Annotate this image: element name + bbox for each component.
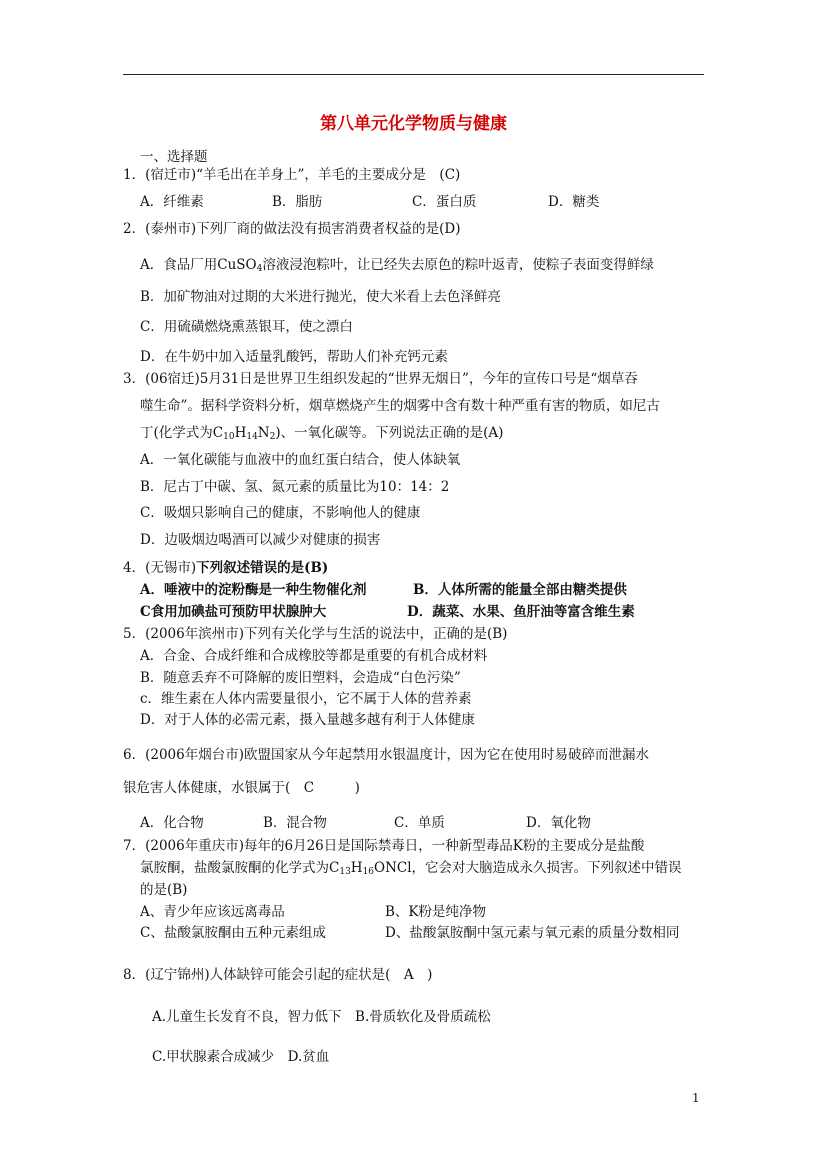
question-7-line-3: 的是(B) <box>140 882 188 898</box>
question-4-stem: 4．(无锡市)下列叙述错误的是(B) <box>123 560 329 576</box>
question-5-option-d: D．对于人体的必需元素，摄入量越多越有利于人体健康 <box>140 712 475 728</box>
question-3-option-a: A．一氧化碳能与血液中的血红蛋白结合，使人体缺氧 <box>140 452 461 468</box>
question-6-line-1: 6．(2006年烟台市)欧盟国家从今年起禁用水银温度计，因为它在使用时易破碎而泄漏水 <box>123 747 649 763</box>
question-7-line-2: 氯胺酮，盐酸氯胺酮的化学式为$C_{13}H_{16}ONCl$，它会对大脑造成永久损害。下列叙述中错误 <box>140 860 682 877</box>
question-6-option-a: A．化合物 <box>140 815 204 831</box>
page-number: 1 <box>692 1091 700 1105</box>
question-2-option-b: B．加矿物油对过期的大米进行抛光，使大米看上去色泽鲜亮 <box>140 289 501 305</box>
question-3-option-b: B．尼古丁中碳、氢、氮元素的质量比为10：14：2 <box>140 479 450 495</box>
question-5-option-c: c．维生素在人体内需要量很小，它不属于人体的营养素 <box>140 691 472 707</box>
question-1-option-d: D．糖类 <box>548 194 600 210</box>
question-8-stem: 8．(辽宁锦州)人体缺锌可能会引起的症状是( A ) <box>123 967 433 983</box>
header-rule <box>123 74 704 75</box>
question-6-line-2: 银危害人体健康，水银属于( C ) <box>123 780 360 796</box>
question-6-option-d: D．氧化物 <box>526 815 591 831</box>
question-7-option-b: B、K粉是纯净物 <box>385 904 487 920</box>
question-8-options-ab: A.儿童生长发育不良，智力低下 B.骨质软化及骨质疏松 <box>152 1009 491 1025</box>
question-1-option-c: C．蛋白质 <box>412 194 477 210</box>
question-3-option-c: C．吸烟只影响自己的健康，不影响他人的健康 <box>140 505 421 521</box>
question-8-options-cd: C.甲状腺素合成减少 D.贫血 <box>152 1049 330 1065</box>
question-3-line-2: 噬生命”。据科学资料分析，烟草燃烧产生的烟雾中含有数十种严重有害的物质，如尼古 <box>140 398 660 414</box>
question-3-line-1: 3．(06宿迁)5月31日是世界卫生组织发起的“世界无烟日”，今年的宣传口号是“烟草吞 <box>123 371 638 387</box>
question-1-option-b: B．脂肪 <box>272 194 323 210</box>
question-7-option-a: A、青少年应该远离毒品 <box>140 904 285 920</box>
question-4-option-c: C食用加碘盐可预防甲状腺肿大 <box>140 604 327 620</box>
question-2-stem: 2．(泰州市)下列厂商的做法没有损害消费者权益的是(D) <box>123 221 461 237</box>
question-6-option-b: B．混合物 <box>263 815 327 831</box>
question-5-option-a: A．合金、合成纤维和合成橡胶等都是重要的有机合成材料 <box>140 648 488 664</box>
question-4-option-d: D．蔬菜、水果、鱼肝油等富含维生素 <box>407 604 635 620</box>
section-heading: 一、选择题 <box>140 149 208 165</box>
question-3-line-3: 丁(化学式为$C_{10}H_{14}N_2$)、一氧化碳等。下列说法正确的是(A) <box>140 425 504 442</box>
question-1-stem: 1．(宿迁市)“羊毛出在羊身上”，羊毛的主要成分是 (C) <box>123 167 461 183</box>
question-2-option-d: D．在牛奶中加入适量乳酸钙，帮助人们补充钙元素 <box>140 349 448 365</box>
question-3-option-d: D．边吸烟边喝酒可以减少对健康的损害 <box>140 532 381 548</box>
question-5-option-b: B．随意丢弃不可降解的废旧塑料，会造成“白色污染” <box>140 670 461 686</box>
question-1-option-a: A．纤维素 <box>140 194 204 210</box>
question-2-option-c: C．用硫磺燃烧熏蒸银耳，使之漂白 <box>140 319 353 335</box>
question-7-option-c: C、盐酸氯胺酮由五种元素组成 <box>140 925 326 941</box>
question-4-option-b: B．人体所需的能量全部由糖类提供 <box>413 582 627 598</box>
question-2-option-a: A．食品厂用CuSO$_4$溶液浸泡粽叶，让已经失去原色的粽叶返青，使粽子表面变得鲜绿 <box>140 257 654 274</box>
question-7-line-1: 7．(2006年重庆市)每年的6月26日是国际禁毒日，一种新型毒品K粉的主要成分是盐酸 <box>123 838 645 854</box>
question-6-option-c: C．单质 <box>394 815 445 831</box>
page-title: 第八单元化学物质与健康 <box>320 114 507 134</box>
question-4-option-a: A．唾液中的淀粉酶是一种生物催化剂 <box>140 582 367 598</box>
question-5-stem: 5．(2006年滨州市)下列有关化学与生活的说法中，正确的是(B) <box>123 626 508 642</box>
question-7-option-d: D、盐酸氯胺酮中氢元素与氧元素的质量分数相同 <box>385 925 680 941</box>
